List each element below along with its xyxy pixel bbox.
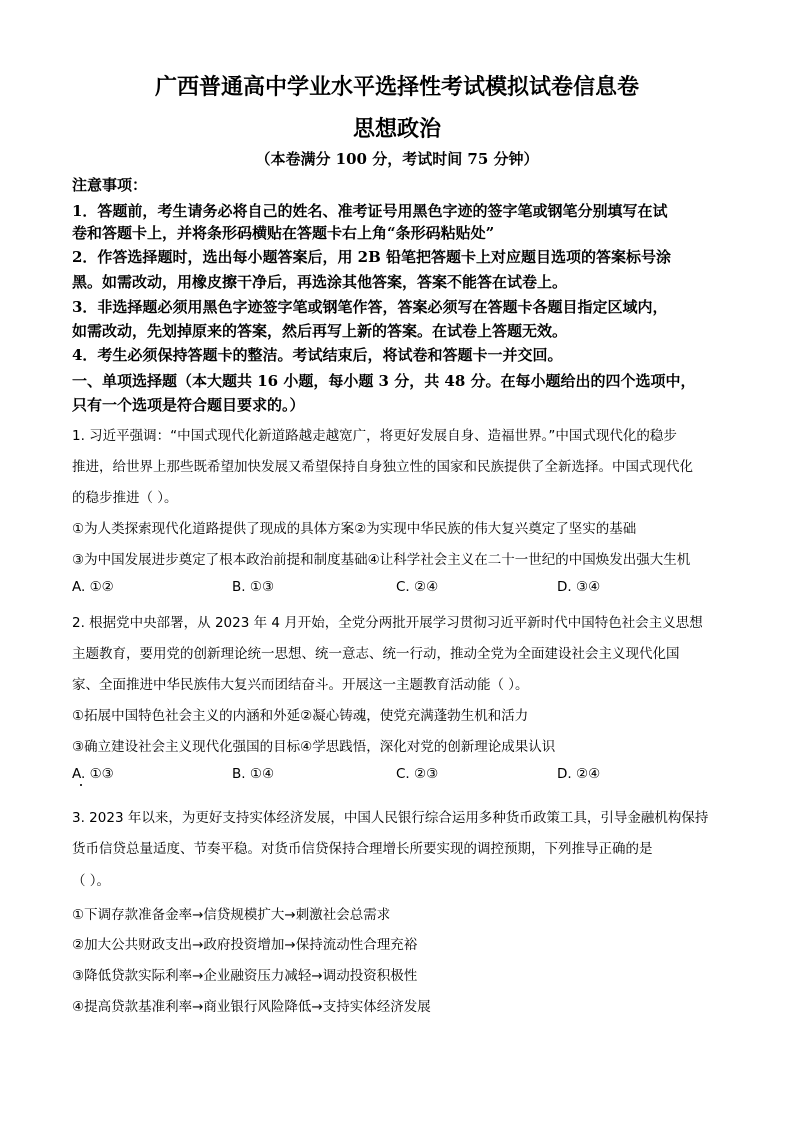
- subject-title: 思想政治: [352, 116, 441, 142]
- instruction-line: 4．考生必须保持答题卡的整洁。考试结束后，将试卷和答题卡一并交回。: [72, 346, 563, 364]
- question-2-option-b: B. ①④: [232, 766, 275, 782]
- stray-dot: [80, 784, 82, 786]
- question-1-option-d: D. ③④: [557, 579, 601, 595]
- question-2-option-a: A. ①③: [72, 766, 114, 782]
- question-1-text: 推进，给世界上那些既希望加快发展又希望保持自身独立性的国家和民族提供了全新选择。中国式现代化: [72, 459, 693, 475]
- question-2-option-d: D. ②④: [557, 766, 601, 782]
- question-2-text: 主题教育，要用党的创新理论统一思想、统一意志、统一行动，推动全党为全面建设社会主义现代化国: [72, 646, 680, 662]
- question-2-option-c: C. ②③: [396, 766, 439, 782]
- section-heading: 一、单项选择题（本大题共 16 小题，每小题 3 分，共 48 分。在每小题给出的四个选项中，: [72, 372, 696, 390]
- question-2-statement: ③确立建设社会主义现代化强国的目标④学思践悟，深化对党的创新理论成果认识: [72, 739, 556, 755]
- question-1-option-c: C. ②④: [396, 579, 439, 595]
- question-1-text: 1. 习近平强调：“中国式现代化新道路越走越宽广，将更好发展自身、造福世界。”中国式现代化的稳步: [72, 428, 677, 444]
- question-3-text: 货币信贷总量适度、节奏平稳。对货币信贷保持合理增长所要实现的调控预期，下列推导正确的是: [72, 841, 653, 857]
- question-1-option-b: B. ①③: [232, 579, 275, 595]
- question-2-text: 2. 根据党中央部署，从 2023 年 4 月开始，全党分两批开展学习贯彻习近平新时代中国特色社会主义思想: [72, 615, 703, 631]
- question-3-statement: ②加大公共财政支出→政府投资增加→保持流动性合理充裕: [72, 937, 418, 953]
- instructions-heading: 注意事项：: [72, 176, 148, 194]
- question-1-text: 的稳步推进（ ）。: [72, 490, 178, 506]
- instruction-line: 3．非选择题必须用黑色字迹签字笔或钢笔作答，答案必须写在答题卡各题目指定区域内，: [72, 298, 668, 316]
- question-3-statement: ③降低贷款实际利率→企业融资压力减轻→调动投资积极性: [72, 968, 418, 984]
- question-2-statement: ①拓展中国特色社会主义的内涵和外延②凝心铸魂，使党充满蓬勃生机和活力: [72, 708, 529, 724]
- instruction-line: 2．作答选择题时，选出每小题答案后，用 2B 铅笔把答题卡上对应题目选项的答案标号涂: [72, 248, 672, 266]
- instruction-line: 1．答题前，考生请务必将自己的姓名、准考证号用黑色字迹的签字笔或钢笔分别填写在试: [72, 202, 668, 220]
- instruction-line: 黑。如需改动，用橡皮擦干净后，再选涂其他答案，答案不能答在试卷上。: [72, 273, 568, 291]
- section-heading: 只有一个选项是符合题目要求的。）: [72, 396, 305, 414]
- exam-title: 广西普通高中学业水平选择性考试模拟试卷信息卷: [154, 74, 639, 100]
- instruction-line: 卷和答题卡上，并将条形码横贴在答题卡右上角“条形码粘贴处”: [72, 224, 495, 242]
- question-3-statement: ①下调存款准备金率→信贷规模扩大→刺激社会总需求: [72, 907, 391, 923]
- question-3-statement: ④提高贷款基准利率→商业银行风险降低→支持实体经济发展: [72, 999, 431, 1015]
- question-1-statement: ①为人类探索现代化道路提供了现成的具体方案②为实现中华民族的伟大复兴奠定了坚实的基础: [72, 521, 637, 537]
- question-2-text: 家、全面推进中华民族伟大复兴而团结奋斗。开展这一主题教育活动能（ ）。: [72, 677, 529, 693]
- question-3-text: （ ）。: [72, 873, 111, 889]
- question-1-statement: ③为中国发展进步奠定了根本政治前提和制度基础④让科学社会主义在二十一世纪的中国焕发出强大生机: [72, 552, 691, 568]
- instruction-line: 如需改动，先划掉原来的答案，然后再写上新的答案。在试卷上答题无效。: [72, 322, 568, 340]
- exam-note: （本卷满分 100 分，考试时间 75 分钟）: [255, 150, 539, 168]
- question-3-text: 3. 2023 年以来，为更好支持实体经济发展，中国人民银行综合运用多种货币政策工具，引导金融机构保持: [72, 810, 709, 826]
- question-1-option-a: A. ①②: [72, 579, 114, 595]
